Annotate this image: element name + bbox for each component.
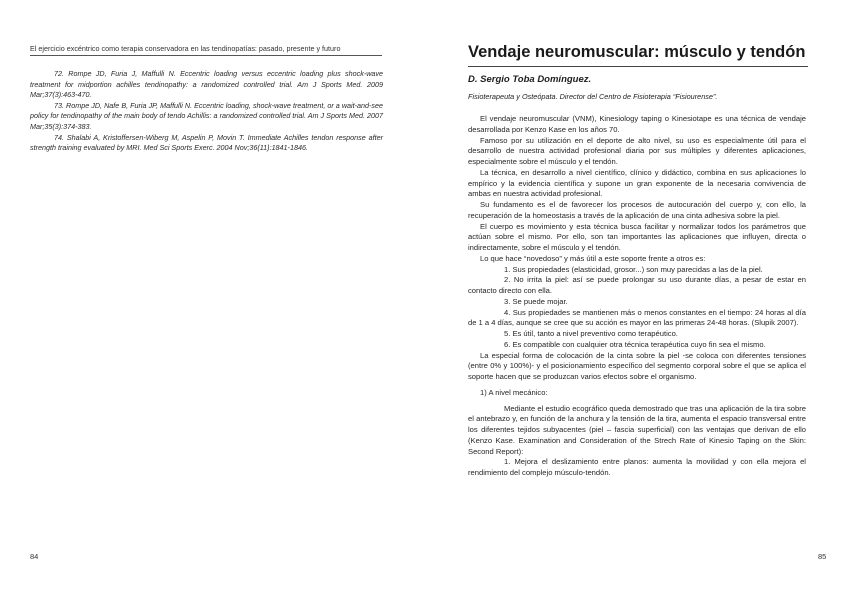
- page-number-left: 84: [30, 552, 39, 561]
- article-body: [468, 114, 806, 479]
- article-title: Vendaje neuromuscular: músculo y tendón: [468, 43, 806, 61]
- reference-74: 74. Shalabi A, Kristoffersen-Wiberg M, Aspelin P, Movin T. Immediate Achilles tendon response after strength training evaluated by MRI. Med Sci Sports Exerc. 2004 Nov;36(11):1841-1846.: [30, 132, 383, 153]
- list-item: 3. Se puede mojar.: [504, 296, 568, 306]
- list-item: 2. No irrita la piel: así se puede prolongar su uso durante días, a pesar de estar en contacto directo con ella.: [468, 275, 806, 295]
- page-number-right: 85: [818, 552, 827, 561]
- title-rule: [468, 66, 808, 67]
- paragraph-movimiento: El cuerpo es movimiento y esta técnica busca facilitar y normalizar todos los parámetros que actúan sobre el mismo. Por ello, son tan importantes las aplicaciones que influyen, directa o indirectamente, sobre el músculo y el tendón.: [468, 221, 806, 252]
- reference-72: 72. Rompe JD, Furia J, Maffulli N. Eccentric loading versus eccentric loading plus shock-wave treatment for midportion achilles tendinopathy: a randomized controlled trial. Am J Sports Med. 2009 Mar;37(3):463-470.: [30, 69, 383, 100]
- reference-list: [30, 69, 383, 154]
- list-item: 4. Sus propiedades se mantienen más o menos constantes en el tiempo: 24 horas al día de 1 a 4 días, aunque se cree que su acción es mayor en las primeras 24-48 horas. (Slupik 2007).: [468, 307, 806, 328]
- paragraph-colocacion: La especial forma de colocación de la cinta sobre la piel -se coloca con diferentes tensiones (entre 0% y 100%)- y el posicionamiento específico del segmento corporal sobre el que se aplica el soporte hacen que se produzcan varios efectos sobre el organismo.: [468, 350, 806, 381]
- paragraph-ecografico: Mediante el estudio ecográfico queda demostrado que tras una aplicación de la tira sobre el antebrazo y, en función de la anchura y la tensión de la tira, aumenta el espacio transversal entre los diferentes tejidos subyacentes (piel – fascia superficial) con las ventajas que derivan de ello (Kenzo Kase. Examination and Consideration of the Strech Rate of Kinesio Taping on the Skin: Second Report):: [468, 403, 806, 456]
- author-affiliation: Fisioterapeuta y Osteópata. Director del Centro de Fisioterapia “Fisiourense”.: [468, 92, 718, 101]
- right-page: [424, 0, 848, 594]
- list-item: 6. Es compatible con cualquier otra técnica terapéutica cuyo fin sea el mismo.: [504, 339, 766, 349]
- list-item: 1. Mejora el deslizamiento entre planos: aumenta la movilidad y con ella mejora el rendimiento del complejo músculo-tendón.: [468, 457, 806, 477]
- paragraph-usage: Famoso por su utilización en el deporte de alto nivel, su uso es especialmente útil para el desarrollo de nuestra actividad profesional diaria por sus múltiples y diferentes aplicaciones, especialmente sobre el músculo y el tendón.: [468, 135, 806, 166]
- author-name: D. Sergio Toba Domínguez.: [468, 74, 592, 85]
- reference-73: 73. Rompe JD, Nafe B, Furia JP, Maffulli N. Eccentric loading, shock-wave treatment, or a wait-and-see policy for tendinopathy of the main body of tendo Achillis: a randomized controlled trial. Am J Sports Med. 2007 Mar;35(3):374-383.: [30, 100, 383, 131]
- running-head: El ejercicio excéntrico como terapia conservadora en las tendinopatías: pasado, presente y futuro: [30, 44, 341, 53]
- paragraph-novedoso: Lo que hace “novedoso” y más útil a este soporte frente a otros es:: [480, 253, 706, 263]
- paragraph-technique: La técnica, en desarrollo a nivel científico, clínico y didáctico, combina en sus aplicaciones lo empírico y la evidencia científica y supone un gran exponente de la necesaria convivencia de ambas en nuestra actividad profesional.: [468, 167, 806, 199]
- section-heading: 1) A nivel mecánico:: [480, 387, 548, 397]
- list-item: 1. Sus propiedades (elasticidad, grosor...) son muy parecidas a las de la piel.: [504, 264, 763, 274]
- list-item: 5. Es útil, tanto a nivel preventivo como terapéutico.: [504, 329, 678, 338]
- paragraph-intro: El vendaje neuromuscular (VNM), Kinesiology taping o Kinesiotape es una técnica de vendaje desarrollada por Kenzo Kase en los años 70.: [468, 114, 806, 134]
- paragraph-fundamento: Su fundamento es el de favorecer los procesos de autocuración del cuerpo y, con ello, la recuperación de la homeostasis a través de la aplicación de una cinta adhesiva sobre la piel.: [468, 200, 806, 220]
- header-rule: [30, 55, 382, 56]
